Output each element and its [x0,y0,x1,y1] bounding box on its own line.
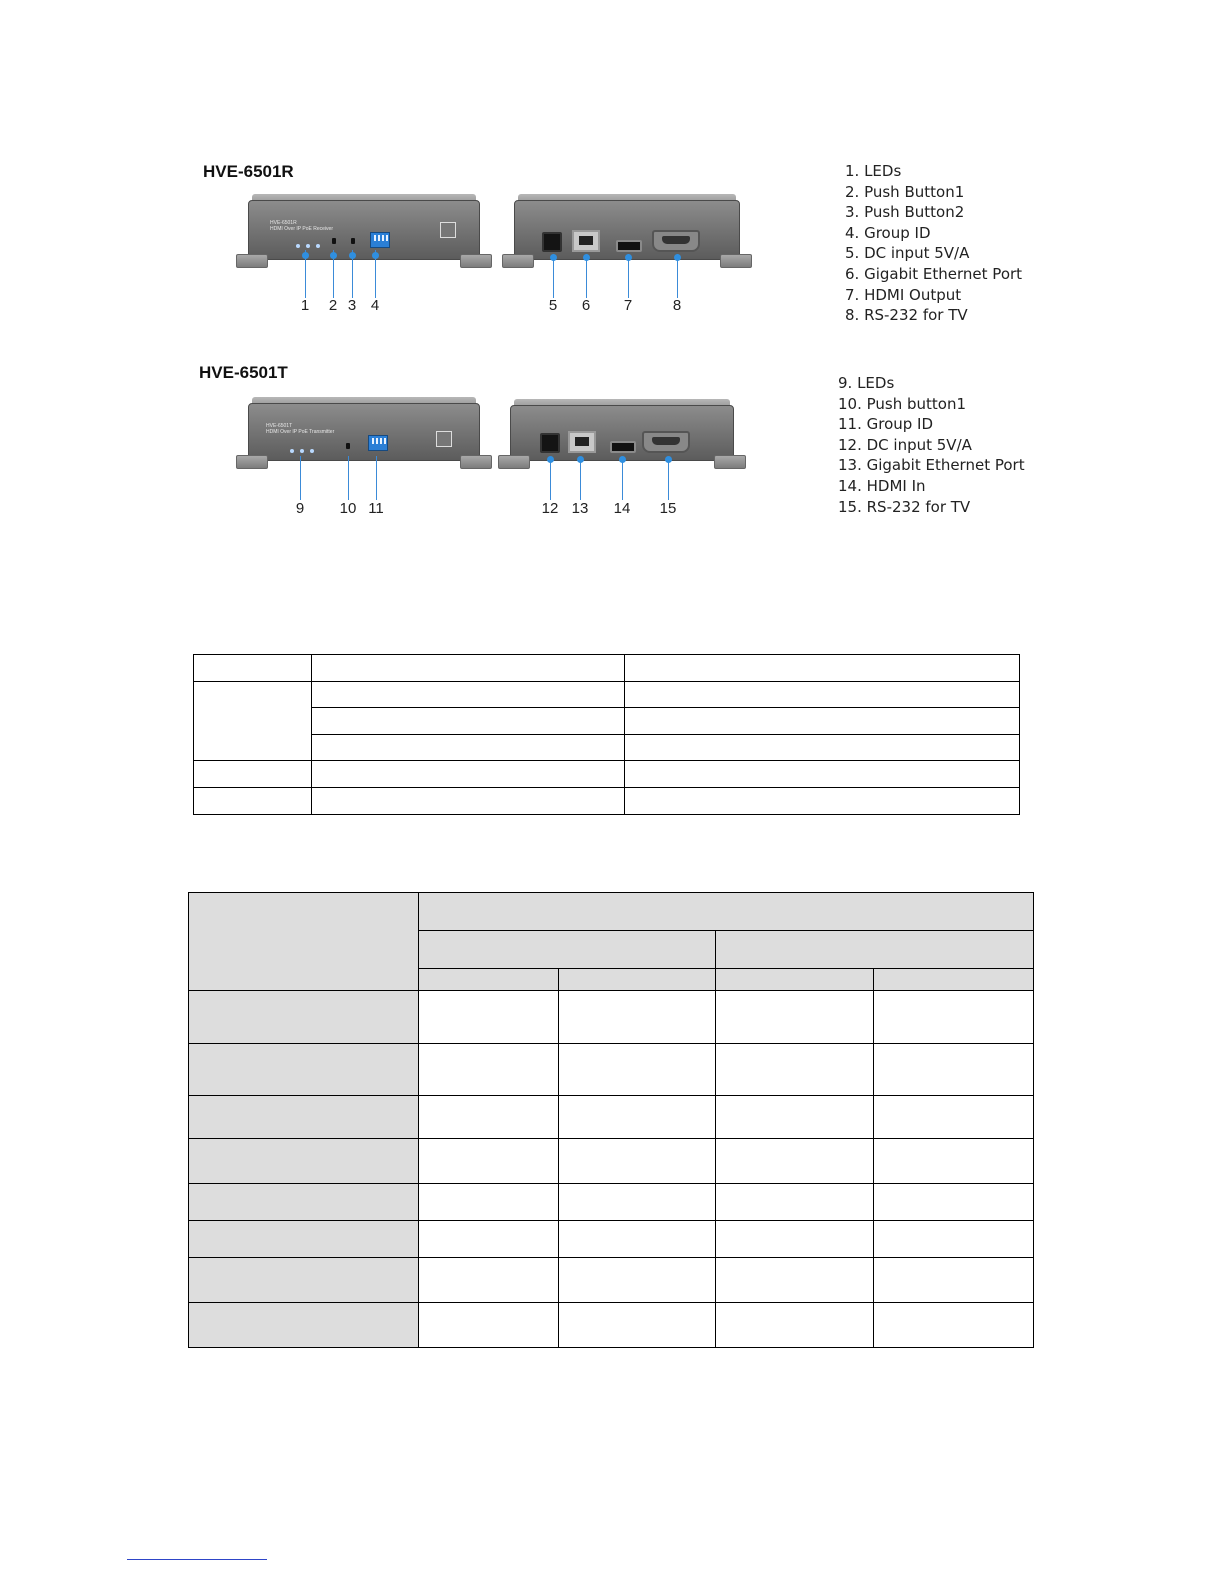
legend-item: 4. Group ID [845,223,931,242]
table-cell [716,1096,874,1139]
legend-item: 10. Push button1 [838,394,967,413]
table-cell [874,1184,1034,1221]
table-header-cell [716,969,874,991]
table-header-cell [559,969,716,991]
callout-number: 4 [370,297,380,314]
table-cell [419,1303,559,1348]
table-header-cell [716,931,1034,969]
callout-number: 1 [300,297,310,314]
legend-item: 15. RS-232 for TV [838,497,971,516]
table-cell [874,1139,1034,1184]
model-title-receiver: HVE-6501R [203,162,294,181]
table-cell [625,655,1020,682]
table-cell [559,1139,716,1184]
rs232-port-icon [642,431,690,453]
ethernet-port-icon [568,431,596,453]
legend-item: 14. HDMI In [838,476,926,495]
receiver-legend [845,161,1022,326]
hdmi-port-icon [616,240,642,252]
ethernet-port-icon [572,230,600,252]
table-row-header [189,1044,419,1096]
callout-number: 11 [368,500,384,517]
table-cell [312,655,625,682]
table-row-header [189,1303,419,1348]
callout-number: 5 [548,297,558,314]
table-header-cell [419,969,559,991]
hdmi-port-icon [610,441,636,453]
table-cell [419,1139,559,1184]
legend-item: 6. Gigabit Ethernet Port [845,264,1023,283]
table-cell [312,735,625,761]
table-cell [194,761,312,788]
callout-number: 13 [571,500,589,517]
callout-number: 2 [328,297,338,314]
table-cell [419,1258,559,1303]
table-cell [716,1139,874,1184]
transmitter-legend [838,373,1025,517]
table-header-cell [419,931,716,969]
table-cell [559,1096,716,1139]
callout-number: 8 [672,297,682,314]
legend-item: 1. LEDs [845,162,902,180]
dc-port-icon [542,232,562,252]
table-cell [312,682,625,708]
table-cell [874,1221,1034,1258]
level-one-logo-icon [440,222,456,238]
table-cell [716,1044,874,1096]
transmitter-front-label: HVE-6501T HDMI Over IP PoE Transmitter [266,423,335,435]
legend-item: 13. Gigabit Ethernet Port [838,456,1025,475]
table-cell [716,991,874,1044]
callout-number: 12 [541,500,559,517]
table-cell [625,788,1020,815]
table-cell [716,1221,874,1258]
table-cell [874,991,1034,1044]
legend-item: 5. DC input 5V/A [845,244,970,263]
table-row-header [189,1221,419,1258]
table-cell [419,1184,559,1221]
rs232-port-icon [652,230,700,252]
table-row-header [189,1258,419,1303]
callout-number: 14 [613,500,631,517]
table-cell [194,788,312,815]
table-cell [559,1303,716,1348]
legend-item: 8. RS-232 for TV [845,306,968,325]
table-row-header [189,1184,419,1221]
specification-table [188,892,1034,1348]
table-cell [312,708,625,735]
table-row-header [189,991,419,1044]
table-cell [419,1221,559,1258]
table-header-cell [419,893,1034,931]
table-cell [312,788,625,815]
table-row-header [189,1139,419,1184]
receiver-front-image [236,200,492,268]
led-status-table [193,654,1020,815]
callout-number: 6 [581,297,591,314]
legend-item: 11. Group ID [838,415,934,434]
table-cell [559,1221,716,1258]
callout-number: 3 [347,297,357,314]
model-title-transmitter: HVE-6501T [199,363,288,382]
table-cell [194,655,312,682]
table-cell [874,1096,1034,1139]
table-cell [419,1096,559,1139]
legend-item: 2. Push Button1 [845,182,965,201]
footnote-separator [127,1559,267,1560]
table-cell [625,682,1020,708]
table-cell [874,1258,1034,1303]
table-cell [716,1184,874,1221]
table-cell [419,991,559,1044]
table-cell [312,761,625,788]
callout-number: 7 [623,297,633,314]
table-cell [716,1258,874,1303]
receiver-front-label: HVE-6501R HDMI Over IP PoE Receiver [270,220,333,232]
table-cell [716,1303,874,1348]
table-header-cell [874,969,1034,991]
table-cell [874,1303,1034,1348]
table-header-cell [189,893,419,991]
table-cell [625,735,1020,761]
callout-number: 10 [339,500,357,517]
table-cell [559,1184,716,1221]
transmitter-front-image [236,403,492,469]
table-cell [625,708,1020,735]
legend-item: 12. DC input 5V/A [838,435,972,454]
legend-item: 7. HDMI Output [845,285,962,304]
callout-number: 9 [295,500,305,517]
table-cell [559,1258,716,1303]
table-cell [874,1044,1034,1096]
dc-port-icon [540,433,560,453]
legend-item: 3. Push Button2 [845,203,965,222]
callout-number: 15 [659,500,677,517]
table-cell [625,761,1020,788]
level-one-logo-icon [436,431,452,447]
table-cell [419,1044,559,1096]
table-cell [559,1044,716,1096]
legend-item: 9. LEDs [838,374,895,392]
table-row-header [189,1096,419,1139]
table-cell [559,991,716,1044]
table-cell [194,682,312,761]
